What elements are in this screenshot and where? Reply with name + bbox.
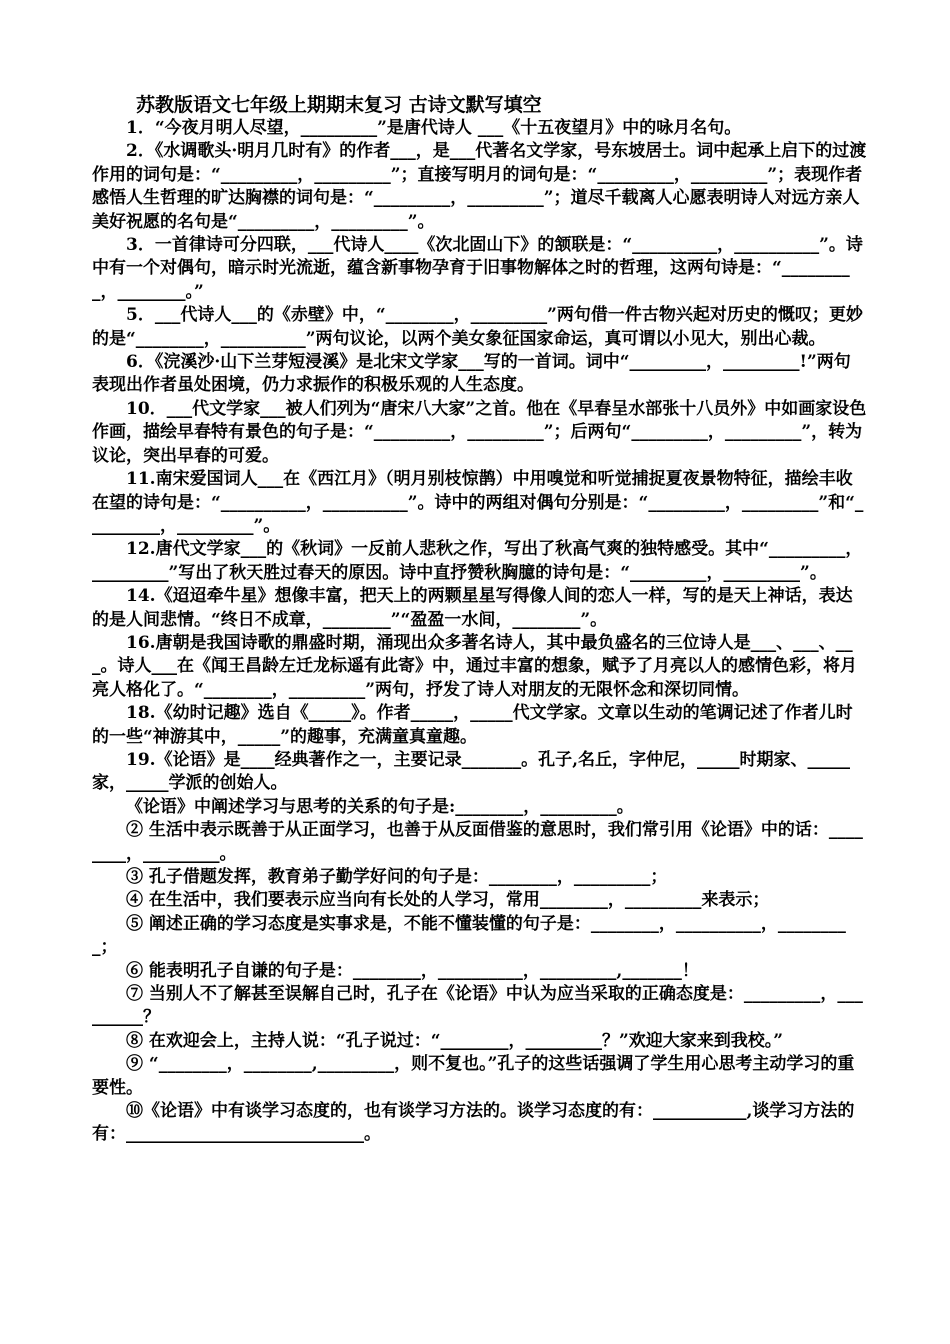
question-19: 19.《论语》是____经典著作之一，主要记录_______。孔子,名丘，字仲尼，_____时期家、_____家，_____学派的创始人。 <box>92 749 850 794</box>
question-16: 16.唐朝是我国诗歌的鼎盛时期，涌现出众多著名诗人，其中最负盛名的三位诗人是___、___、___。诗人___在《闻王昌龄左迁龙标遥有此寄》中，通过丰富的想象，赋予了月亮以人的感情色彩，将月亮人格化了。“________，_________”两句，抒发了诗人对朋友的无限怀念和深切同情。 <box>92 632 857 700</box>
question-19-item-1: 《论语》中阐述学习与思考的关系的句子是:________，_________。 <box>126 796 634 817</box>
question-19-item-10: ⑩《论语》中有谈学习态度的，也有谈学习方法的。谈学习态度的有：___________,谈学习方法的有：____________________________。 <box>92 1101 855 1145</box>
question-5: 5．___代诗人___的《赤壁》中，“________，_________”两句借一件古物兴起对历史的慨叹；更妙的是“________，__________”两句议论，以两个美女象征国家命运，真可谓以小见大，别出心裁。 <box>92 305 863 349</box>
question-6: 6．《浣溪沙·山下兰芽短浸溪》是北宋文学家___写的一首词。词中“_________，_________!”两句表现出作者虽处困境，仍力求振作的积极乐观的人生态度。 <box>92 352 851 396</box>
question-19-item-8: ⑧ 在欢迎会上，主持人说：“孔子说过：“________，_________？”欢迎大家来到我校。” <box>126 1030 784 1051</box>
question-2: 2．《水调歌头·明月几时有》的作者___，是___代著名文学家，号东坡居士。词中起承上启下的过渡作用的词句是：“_________，_________”；直接写明月的词句是：“_________，_________”；表现作者感悟人生哲理的旷达胸襟的词句是：“_________，_________”；道尽千载离人心愿表明诗人对远方亲人美好祝愿的名句是“_________，_________”。 <box>92 141 867 232</box>
question-18: 18.《幼时记趣》选自《_____》。作者_____，_____代文学家。文章以生动的笔调记述了作者儿时的一些“神游其中，_____”的趣事，充满童真童趣。 <box>92 703 853 747</box>
question-12: 12.唐代文学家___的《秋词》一反前人悲秋之作，写出了秋高气爽的独特感受。其中“_________，_________”写出了秋天胜过春天的原因。诗中直抒赞秋胸臆的诗句是：“_________，_________”。 <box>92 539 863 583</box>
question-11: 11.南宋爱国词人___在《西江月》（明月别枝惊鹊）中用嗅觉和听觉捕捉夏夜景物特征，描绘丰收在望的诗句是：“__________，__________”。诗中的两组对偶句分别是：“_________，_________”和“_________，_________”。 <box>92 469 864 536</box>
question-19-item-6: ⑥ 能表明孔子自谦的句子是：________，__________，_________,_______！ <box>126 960 699 981</box>
question-19-item-4: ④ 在生活中，我们要表示应当向有长处的人学习，常用________，_________来表示； <box>126 890 770 911</box>
question-10: 10．___代文学家___被人们列为“唐宋八大家”之首。他在《早春呈水部张十八员外》中如画家设色作画，描绘早春特有景色的句子是：“_________，_________”；后两句“_________，_________”，转为议论，突出早春的可爱。 <box>92 398 867 466</box>
document-title: 苏教版语文七年级上期期末复习 古诗文默写填空 <box>136 94 542 116</box>
question-19-item-3: ③ 孔子借题发挥，教育弟子勤学好问的句子是：________，_________； <box>126 867 668 887</box>
question-19-item-2: ② 生活中表示既善于从正面学习，也善于从反面借鉴的意思时，我们常引用《论语》中的话：________，_________。 <box>92 820 863 864</box>
question-1: 1．“今夜月明人尽望，_________”是唐代诗人 ___《十五夜望月》中的咏月名句。 <box>126 118 742 138</box>
question-14: 14.《迢迢牵牛星》想像丰富，把天上的两颗星星写得像人间的恋人一样，写的是天上神话，表达的是人间悲情。“终日不成章，________”“盈盈一水间，________”。 <box>92 586 853 630</box>
document-body <box>92 117 867 1147</box>
question-3: 3．一首律诗可分四联，___代诗人____《次北固山下》的颔联是：“__________，__________”。诗中有一个对偶句，暗示时光流逝，蕴含新事物孕育于旧事物解体之时的哲理，这两句诗是：“_________，________。” <box>92 235 863 302</box>
question-19-item-9: ⑨ “________，________,_________，则不复也。”孔子的这些话强调了学生用心思考主动学习的重要性。 <box>92 1054 855 1098</box>
question-19-item-5: ⑤ 阐述正确的学习态度是实事求是，不能不懂装懂的句子是：________，__________，_________； <box>92 913 846 958</box>
question-19-item-7: ⑦ 当别人不了解甚至误解自己时，孔子在《论语》中认为应当采取的正确态度是：_________，_________？ <box>92 984 863 1028</box>
